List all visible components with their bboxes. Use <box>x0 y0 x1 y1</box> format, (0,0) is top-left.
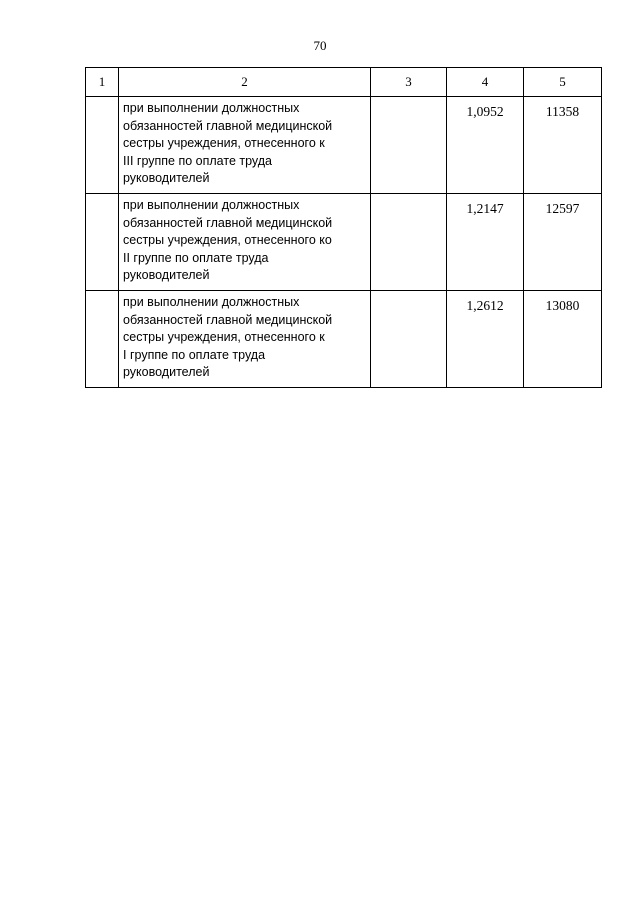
table-row <box>86 194 602 291</box>
row-column3-cell <box>371 97 447 194</box>
row-coefficient-cell: 1,0952 <box>447 97 524 194</box>
column-header-3: 3 <box>371 68 447 97</box>
row-amount-cell: 12597 <box>524 194 602 291</box>
row-number-cell <box>86 291 119 388</box>
column-header-4: 4 <box>447 68 524 97</box>
table-row <box>86 291 602 388</box>
row-description-cell: при выполнении должностных обязанностей главной медицинской сестры учреждения, отнесенного к III группе по оплате труда руководителей <box>119 97 371 194</box>
row-column3-cell <box>371 291 447 388</box>
row-number-cell <box>86 194 119 291</box>
column-header-1: 1 <box>86 68 119 97</box>
row-description-cell: при выполнении должностных обязанностей главной медицинской сестры учреждения, отнесенного ко II группе по оплате труда руководителей <box>119 194 371 291</box>
row-amount-cell: 11358 <box>524 97 602 194</box>
page-number: 70 <box>313 38 327 53</box>
column-header-2: 2 <box>119 68 371 97</box>
row-coefficient-cell: 1,2147 <box>447 194 524 291</box>
row-column3-cell <box>371 194 447 291</box>
salary-coefficient-table <box>85 67 602 388</box>
row-number-cell <box>86 97 119 194</box>
table-header-row <box>86 68 602 97</box>
table-row <box>86 97 602 194</box>
row-amount-cell: 13080 <box>524 291 602 388</box>
row-description-cell: при выполнении должностных обязанностей главной медицинской сестры учреждения, отнесенного к I группе по оплате труда руководителей <box>119 291 371 388</box>
column-header-5: 5 <box>524 68 602 97</box>
row-coefficient-cell: 1,2612 <box>447 291 524 388</box>
